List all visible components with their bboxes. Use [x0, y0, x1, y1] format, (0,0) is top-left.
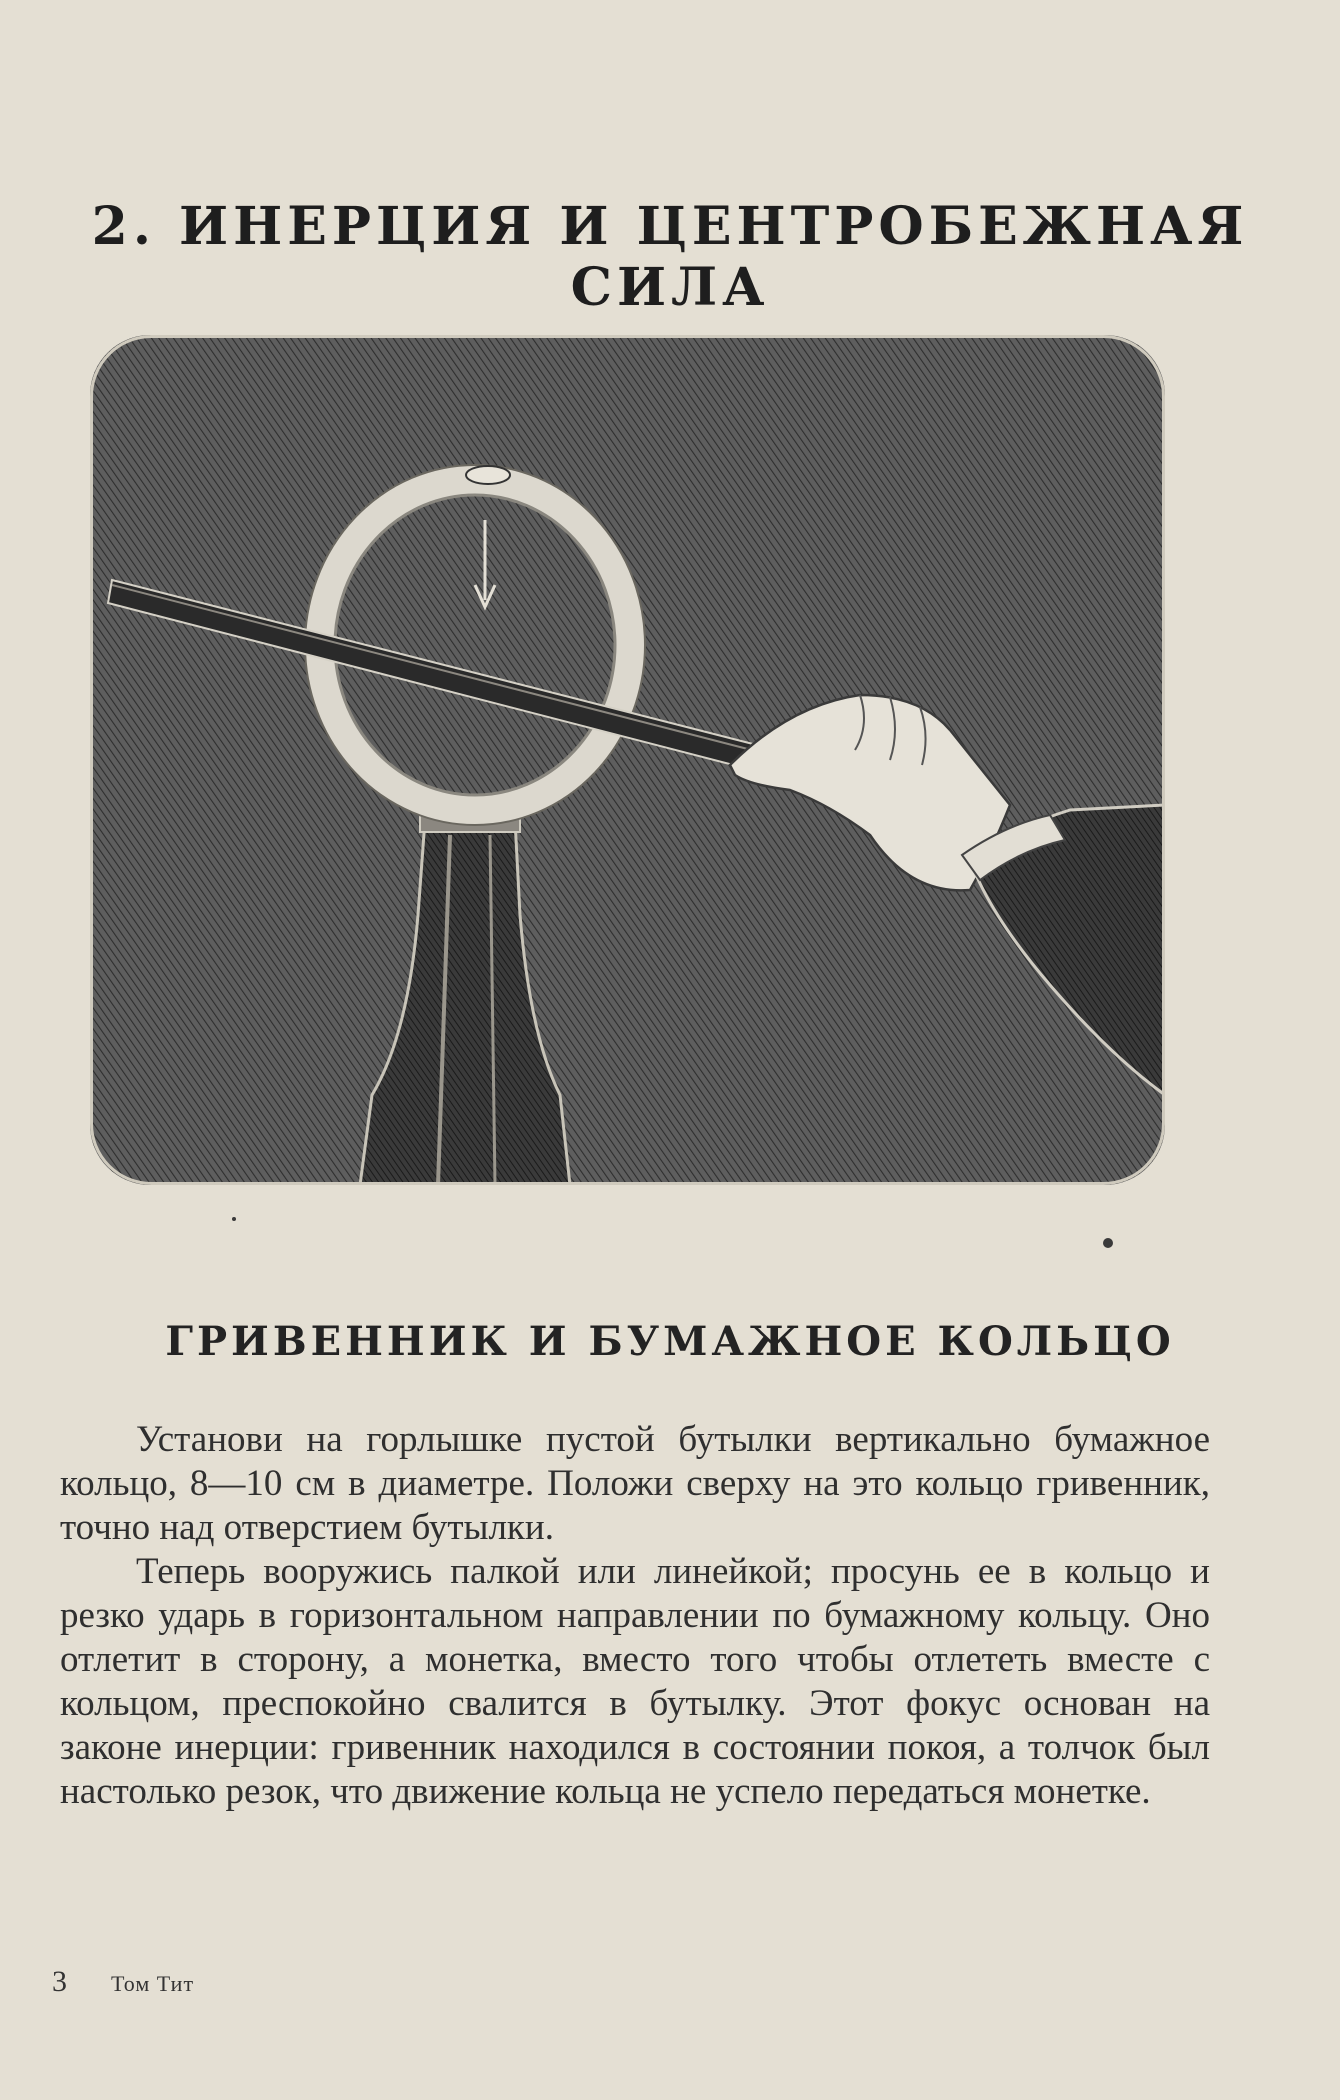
- page-footer: [52, 1965, 194, 1999]
- paragraph: Теперь вооружись палкой или линейкой; просунь ее в кольцо и резко ударь в горизонтальном направлении по бумажному кольцу. Оно отлетит в сторону, а монетка, вместо того чтобы отлететь вместе с кольцом, преспокойно свалится в бутылку. Этот фокус основан на законе инерции: гривенник находился в состоянии покоя, а толчок был настолько резок, что движение кольца не успело передаться монетке.: [60, 1551, 1210, 1812]
- page-number: 3: [52, 1965, 67, 1998]
- illustration: [90, 335, 1165, 1185]
- body-text: [60, 1418, 1210, 1814]
- author-name: Том Тит: [111, 1971, 195, 1996]
- ink-speck: [232, 1217, 236, 1221]
- engraving-background: [90, 335, 1165, 1185]
- section-title: ГРИВЕННИК И БУМАЖНОЕ КОЛЬЦО: [165, 1318, 1175, 1365]
- ring-coin-experiment-illustration: [90, 335, 1165, 1185]
- paragraph: Установи на горлышке пустой бутылки вертикально бумажное кольцо, 8—10 см в диаметре. Положи сверху на это кольцо гривенник, точно над отверстием бутылки.: [60, 1419, 1210, 1548]
- coin-icon: [466, 466, 510, 484]
- chapter-title: 2. ИНЕРЦИЯ И ЦЕНТРОБЕЖНАЯ СИЛА: [91, 196, 1249, 318]
- ink-speck: [1103, 1238, 1113, 1248]
